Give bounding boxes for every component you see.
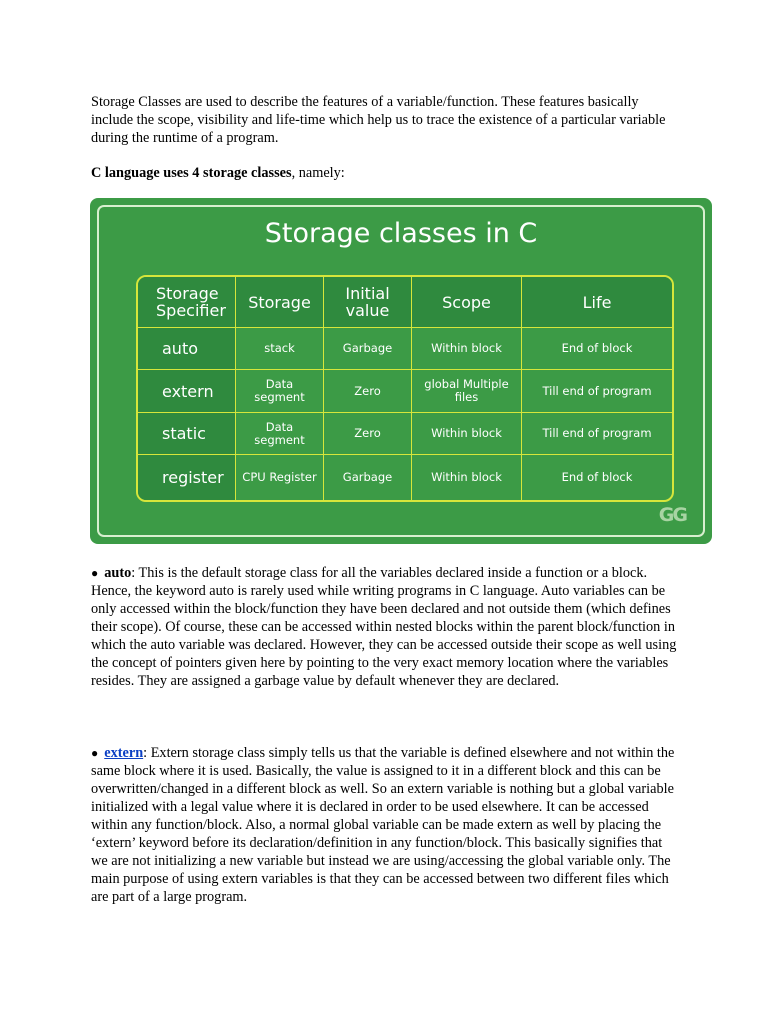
storage-classes-infographic (90, 198, 712, 544)
row-auto-specifier: auto (138, 328, 236, 370)
lead-paragraph (91, 164, 681, 182)
row-register-storage: CPU Register (236, 455, 324, 500)
row-auto-storage: stack (236, 328, 324, 370)
header-storage-specifier: Storage Specifier (138, 277, 236, 328)
extern-link[interactable]: extern (104, 745, 144, 761)
lead-bold: C language uses 4 storage classes (91, 165, 292, 181)
document-page (91, 93, 686, 906)
lead-rest: , namely: (291, 165, 345, 181)
row-auto-scope: Within block (412, 328, 522, 370)
infographic-title: Storage classes in C (264, 218, 538, 249)
row-static-scope: Within block (412, 413, 522, 455)
storage-class-list (91, 564, 681, 906)
row-extern-storage: Data segment (236, 370, 324, 413)
storage-table (136, 275, 674, 502)
row-auto-initial: Garbage (324, 328, 412, 370)
auto-term: auto (104, 565, 132, 581)
row-static-specifier: static (138, 413, 236, 455)
header-initial-value: Initial value (324, 277, 412, 328)
row-extern-specifier: extern (138, 370, 236, 413)
row-register-life: End of block (561, 470, 633, 484)
extern-paragraph (91, 744, 681, 906)
geeksforgeeks-logo: GG (658, 504, 686, 526)
auto-description: : This is the default storage class for all the variables declared inside a function or a block. Hence, the keyword auto is rarely used while writing programs in C language. Auto variables can be only accessed within the block/function they have been declared and not outside them (which defines their scope). Of course, these can be accessed within nested blocks within the parent block/function in which the auto variable was declared. However, they can be accessed outside their scope as well using the concept of pointers given here by pointing to the very exact memory location where the variables resides. They are assigned a garbage value by default whenever they are declared. (91, 565, 677, 689)
row-register-specifier: register (138, 455, 236, 500)
row-auto-life: End of block (522, 328, 672, 370)
row-extern-initial: Zero (324, 370, 412, 413)
intro-paragraph: Storage Classes are used to describe the features of a variable/function. These features basically include the scope, visibility and life-time which help us to trace the existence of a particular variable during the runtime of a program. (91, 94, 666, 146)
header-scope: Scope (412, 277, 522, 328)
bullet-icon: ● (91, 566, 99, 580)
auto-paragraph (91, 564, 681, 690)
row-static-storage: Data segment (236, 413, 324, 455)
row-extern-life: Till end of program (522, 370, 672, 413)
row-register-initial: Garbage (324, 455, 412, 500)
row-static-life: Till end of program (522, 413, 672, 455)
header-storage: Storage (236, 277, 324, 328)
list-item-auto (91, 564, 681, 690)
row-extern-scope: global Multiple files (412, 370, 522, 413)
list-item-extern (91, 744, 681, 906)
row-static-initial: Zero (324, 413, 412, 455)
row-register-scope: Within block (412, 455, 522, 500)
header-life: Life (522, 277, 672, 328)
bullet-icon: ● (91, 746, 99, 760)
extern-description: : Extern storage class simply tells us that the variable is defined elsewhere and not within the same block where it is used. Basically, the value is assigned to it in a different block and this can be overwritten/changed in a different block as well. So an extern variable is nothing but a global variable initialized with a legal value where it is declared in order to be used elsewhere. It can be accessed within any function/block. Also, a normal global variable can be made extern as well by placing the ‘extern’ keyword before its declaration/definition in any function/block. This basically signifies that we are not initializing a new variable but instead we are using/accessing the global variable only. The main purpose of using extern variables is that they can be accessed between two different files which are part of a large program. (91, 745, 675, 905)
